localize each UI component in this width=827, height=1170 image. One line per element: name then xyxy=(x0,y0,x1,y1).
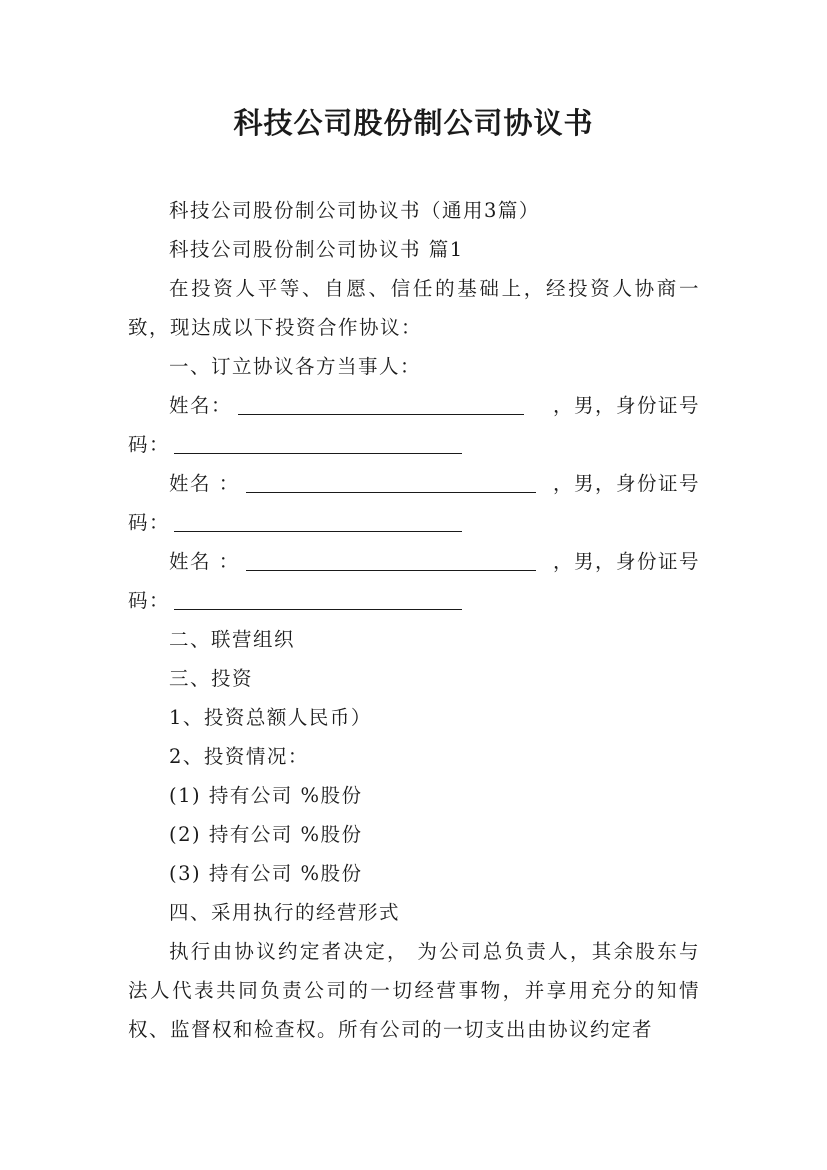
party-id-line xyxy=(128,581,700,620)
party-name-blank[interactable] xyxy=(246,472,536,493)
part-heading: 科技公司股份制公司协议书 篇1 xyxy=(169,238,464,261)
party-name-line xyxy=(128,542,700,581)
party-id-blank[interactable] xyxy=(174,589,462,610)
document-body xyxy=(128,191,700,1049)
holding-item: (2) 持有公司 %股份 xyxy=(169,823,363,846)
holding-item: (1) 持有公司 %股份 xyxy=(169,784,363,807)
party-id-suffix: ，男，身份证号 xyxy=(552,472,700,495)
operation-paragraph: 执行由协议约定者决定， 为公司总负责人，其余股东与法人代表共同负责公司的一切经营事物，并享用充分的知情权、监督权和检查权。所有公司的一切支出由协议约定者 xyxy=(128,940,700,1041)
party-id-line xyxy=(128,425,700,464)
party-id-blank[interactable] xyxy=(174,433,462,454)
investment-item-status: 2、投资情况： xyxy=(169,745,309,768)
party-name-label: 姓名： xyxy=(169,394,233,417)
section-heading-organization: 二、联营组织 xyxy=(169,628,296,651)
intro-paragraph: 在投资人平等、自愿、信任的基础上，经投资人协商一致，现达成以下投资合作协议： xyxy=(128,277,700,339)
party-id-suffix: ，男，身份证号 xyxy=(552,550,700,573)
document-subtitle: 科技公司股份制公司协议书（通用3篇） xyxy=(169,199,540,222)
section-heading-operation: 四、采用执行的经营形式 xyxy=(169,901,401,924)
party-name-line xyxy=(128,464,700,503)
investment-item-total: 1、投资总额人民币） xyxy=(169,706,372,729)
party-id-line xyxy=(128,503,700,542)
holding-item: (3) 持有公司 %股份 xyxy=(169,862,363,885)
party-id-blank[interactable] xyxy=(174,511,462,532)
party-name-label: 姓名 ： xyxy=(169,472,240,495)
party-id-suffix: ，男，身份证号 xyxy=(552,394,700,417)
section-heading-parties: 一、订立协议各方当事人： xyxy=(169,355,422,378)
party-id-label: 码： xyxy=(128,589,171,612)
party-name-line xyxy=(128,386,700,425)
section-heading-investment: 三、投资 xyxy=(169,667,254,690)
party-id-label: 码： xyxy=(128,511,171,534)
party-name-blank[interactable] xyxy=(238,394,524,415)
party-name-label: 姓名 ： xyxy=(169,550,240,573)
document-title: 科技公司股份制公司协议书 xyxy=(233,106,594,140)
party-id-label: 码： xyxy=(128,433,171,456)
party-name-blank[interactable] xyxy=(246,550,536,571)
